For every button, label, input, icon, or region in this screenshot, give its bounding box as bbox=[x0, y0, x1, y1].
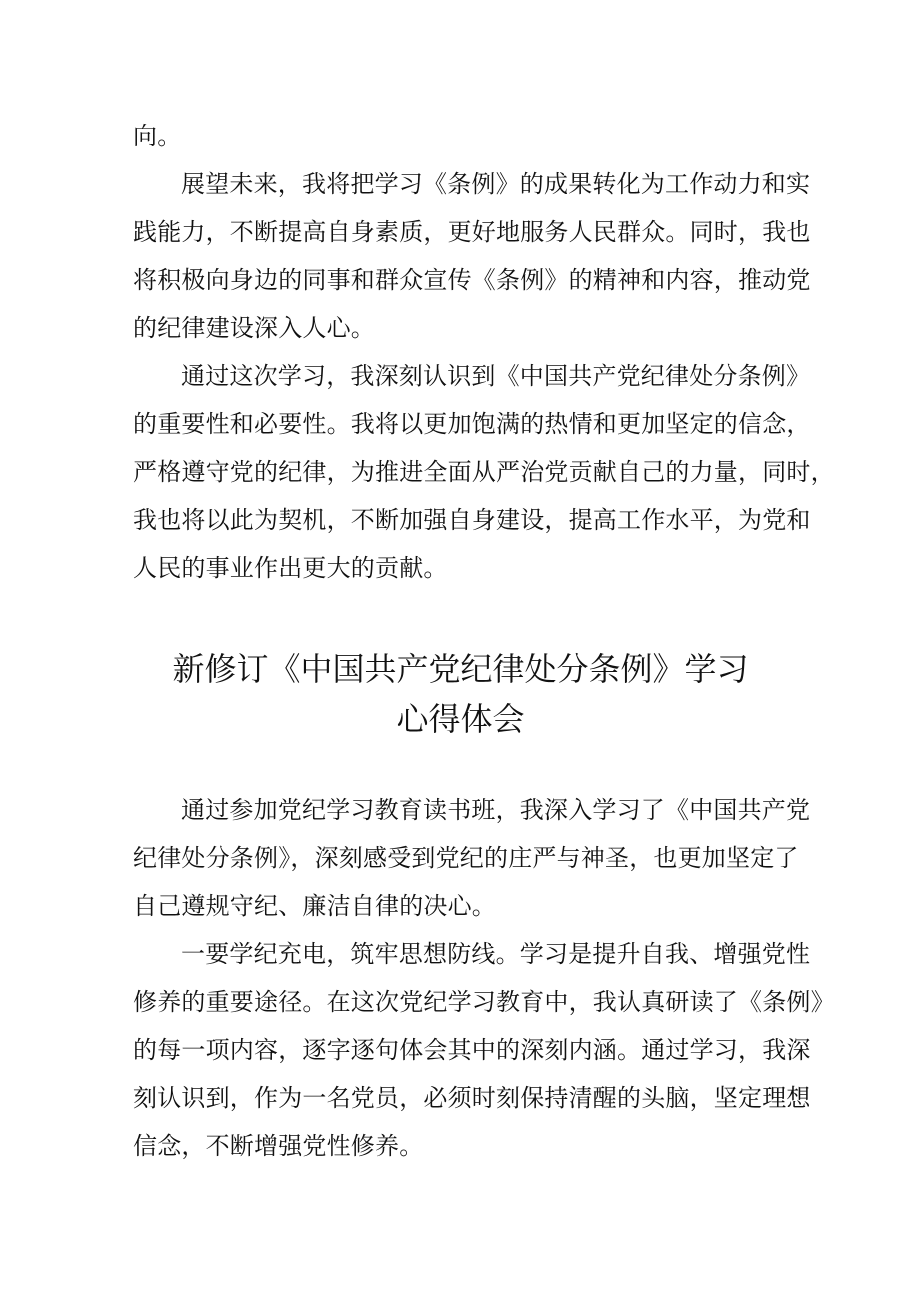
paragraph-line: 的纪律建设深入人心。 bbox=[133, 314, 375, 342]
paragraph-line: 将积极向身边的同事和群众宣传《条例》的精神和内容，推动党 bbox=[133, 266, 811, 294]
paragraph-conclusion bbox=[133, 352, 835, 592]
document-body bbox=[133, 112, 835, 1170]
paragraph-line: 纪律处分条例》，深刻感受到党纪的庄严与神圣，也更加坚定了 bbox=[133, 844, 799, 872]
paragraph-line: 严格遵守党的纪律，为推进全面从严治党贡献自己的力量，同时， bbox=[133, 458, 835, 486]
paragraph-continuation bbox=[133, 112, 788, 160]
paragraph-line: 通过参加党纪学习教育读书班，我深入学习了《中国共产党 bbox=[181, 796, 811, 824]
paragraph-line: 向。 bbox=[133, 122, 182, 150]
paragraph-line: 通过这次学习，我深刻认识到《中国共产党纪律处分条例》 bbox=[181, 362, 811, 390]
paragraph-line: 践能力，不断提高自身素质，更好地服务人民群众。同时，我也 bbox=[133, 218, 811, 246]
paragraph-line: 的每一项内容，逐字逐句体会其中的深刻内涵。通过学习，我深 bbox=[133, 1036, 811, 1064]
paragraph-line: 的重要性和必要性。我将以更加饱满的热情和更加坚定的信念， bbox=[133, 410, 811, 438]
paragraph-line: 刻认识到，作为一名党员，必须时刻保持清醒的头脑，坚定理想 bbox=[133, 1084, 811, 1112]
paragraph-line: 展望未来，我将把学习《条例》的成果转化为工作动力和实 bbox=[181, 170, 811, 198]
paragraph-line: 信念，不断增强党性修养。 bbox=[133, 1132, 424, 1160]
section-title bbox=[133, 644, 788, 744]
paragraph-point-one bbox=[133, 930, 835, 1170]
paragraph-line: 一要学纪充电，筑牢思想防线。学习是提升自我、增强党性 bbox=[181, 940, 811, 968]
paragraph-line: 我也将以此为契机，不断加强自身建设，提高工作水平，为党和 bbox=[133, 506, 811, 534]
paragraph-intro bbox=[133, 786, 811, 930]
paragraph-line: 自己遵规守纪、廉洁自律的决心。 bbox=[133, 892, 496, 920]
title-line-1: 新修订《中国共产党纪律处分条例》学习 bbox=[172, 650, 749, 688]
title-line-2: 心得体会 bbox=[396, 700, 525, 738]
paragraph-line: 人民的事业作出更大的贡献。 bbox=[133, 554, 448, 582]
paragraph-outlook bbox=[133, 160, 811, 352]
paragraph-line: 修养的重要途径。在这次党纪学习教育中，我认真研读了《条例》 bbox=[133, 988, 835, 1016]
